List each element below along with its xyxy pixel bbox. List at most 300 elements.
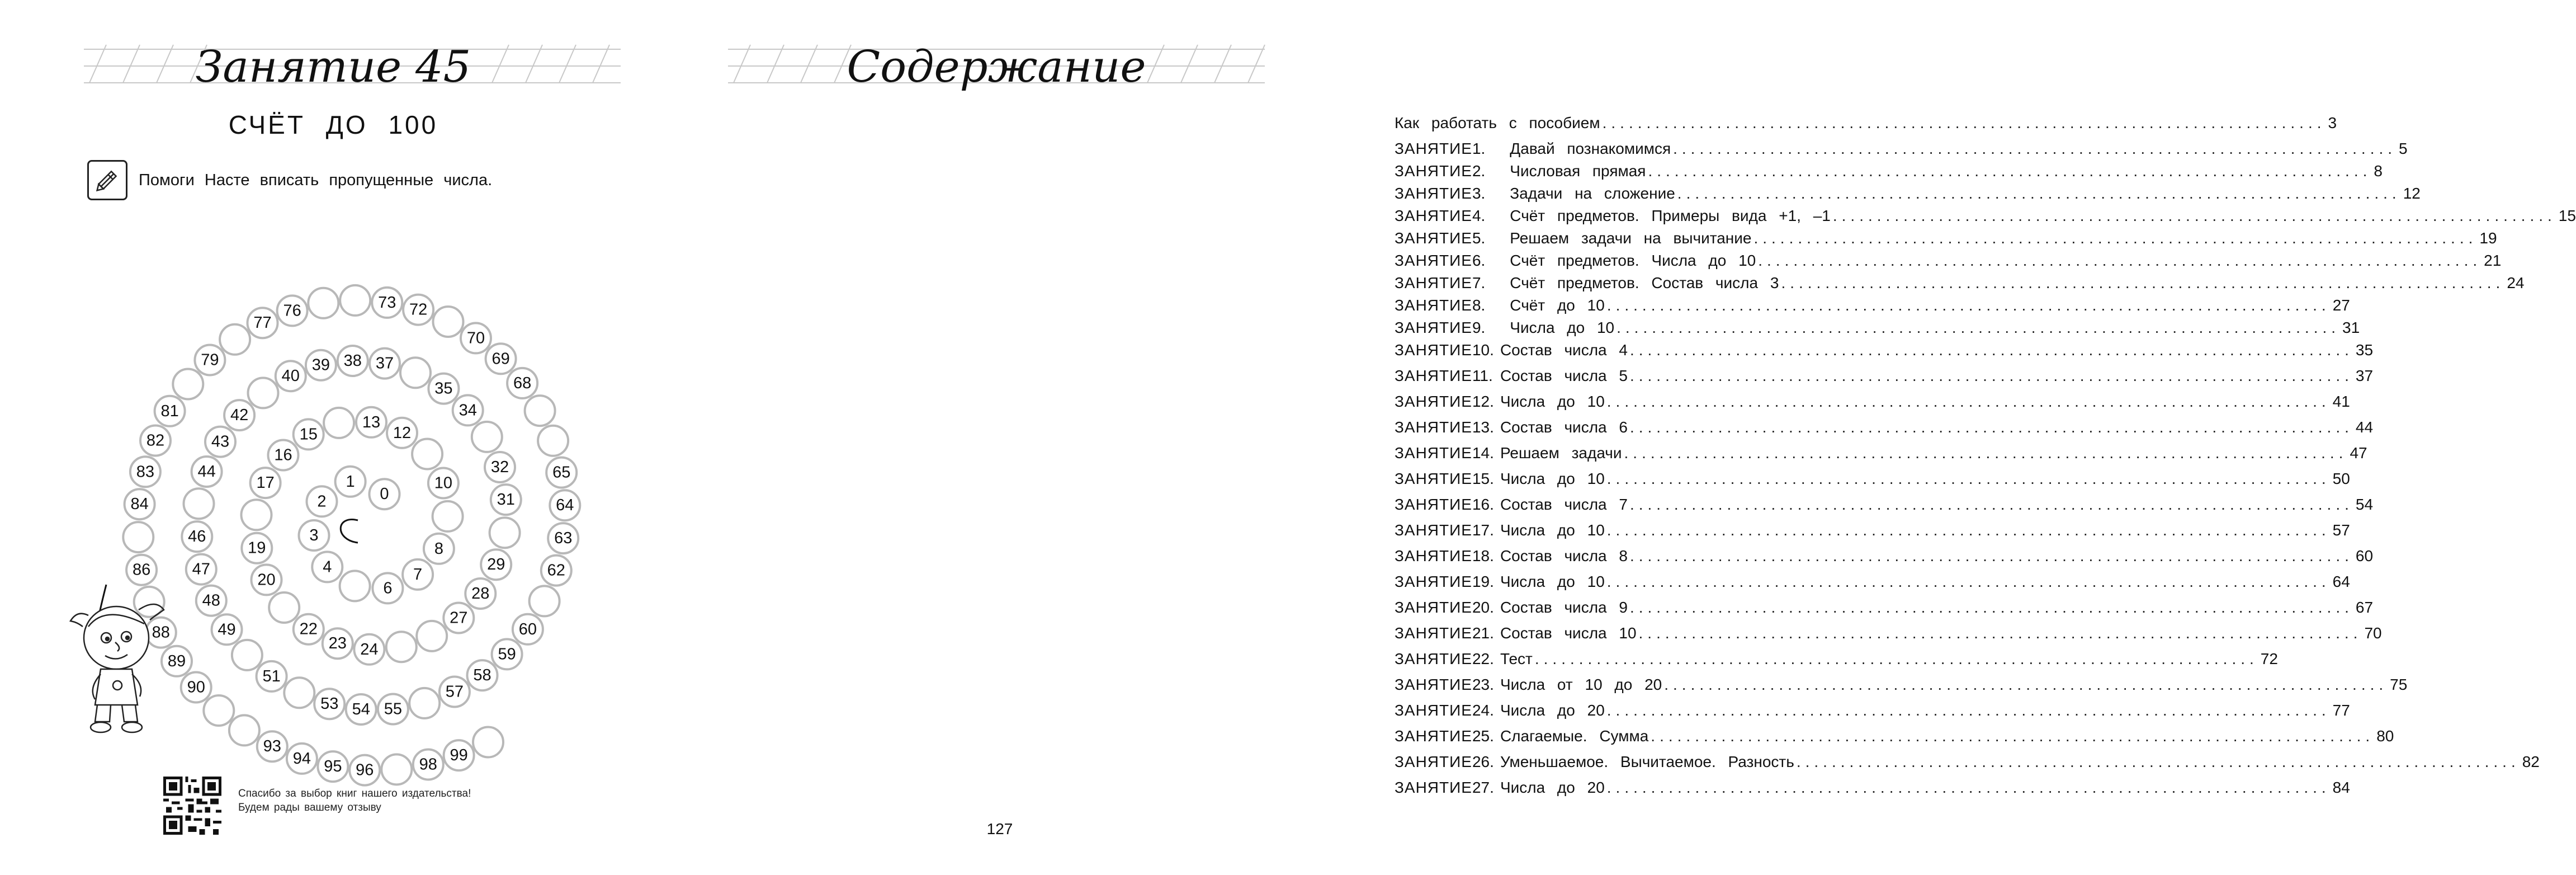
- bead-number: 4: [323, 558, 332, 576]
- bead-number: 2: [317, 492, 327, 511]
- bead-number: 59: [498, 645, 516, 664]
- number-bead: [541, 556, 571, 586]
- toc-lesson-number: 18.: [1472, 547, 1494, 564]
- number-bead: [276, 361, 306, 391]
- bead-number: 46: [188, 528, 206, 546]
- blank-bead[interactable]: [433, 307, 464, 337]
- task-text: Помоги Насте вписать пропущенные числа.: [139, 171, 493, 189]
- blank-bead[interactable]: [400, 357, 431, 388]
- toc-row[interactable]: [1395, 229, 2497, 252]
- toc-lesson-keyword: ЗАНЯТИЕ: [1395, 252, 1472, 269]
- blank-bead[interactable]: [173, 369, 203, 399]
- toc-row[interactable]: [1395, 753, 2540, 779]
- left-page: [0, 0, 667, 875]
- toc-lesson-number: 20.: [1472, 599, 1494, 616]
- bead-number: 29: [487, 556, 505, 574]
- bead-number: 6: [383, 579, 393, 598]
- toc-intro-row[interactable]: [1395, 114, 2337, 140]
- bead-number: 90: [187, 678, 205, 697]
- blank-bead[interactable]: [284, 678, 314, 708]
- blank-bead[interactable]: [490, 518, 520, 548]
- number-bead: [287, 744, 317, 774]
- toc-lesson-label: Состав числа 6: [1500, 418, 1628, 436]
- bead-number: 13: [362, 413, 381, 431]
- number-bead: [312, 552, 342, 582]
- number-bead: [224, 400, 254, 430]
- bead-number: 49: [218, 620, 236, 639]
- toc-row[interactable]: [1395, 367, 2374, 393]
- toc-leader: ..................................................................................: [1606, 297, 2331, 314]
- bead-number: 76: [283, 302, 301, 320]
- toc-lesson-number: 12.: [1472, 393, 1494, 410]
- toc-row[interactable]: [1395, 341, 2374, 367]
- number-bead: [257, 731, 287, 761]
- bead-number: 77: [253, 314, 272, 332]
- bead-number: 1: [346, 472, 355, 491]
- toc-lesson-page: 41: [2332, 393, 2350, 410]
- toc-row[interactable]: [1395, 470, 2350, 496]
- toc-leader: ..................................................................................: [1629, 599, 2353, 616]
- number-bead: [354, 634, 384, 665]
- toc-lesson-keyword: ЗАНЯТИЕ: [1395, 470, 1472, 487]
- blank-bead[interactable]: [538, 426, 568, 456]
- toc-lesson-page: 82: [2522, 753, 2540, 770]
- toc-lesson-keyword: ЗАНЯТИЕ: [1395, 650, 1472, 667]
- bead-number: 28: [471, 585, 490, 603]
- toc-lesson-number: 8.: [1472, 297, 1486, 314]
- number-bead: [378, 694, 408, 725]
- toc-lesson-page: 24: [2507, 274, 2525, 291]
- number-bead: [318, 751, 348, 782]
- toc-lesson-page: 57: [2332, 521, 2350, 539]
- bead-number: 48: [202, 591, 220, 610]
- bead-number: 43: [211, 432, 230, 451]
- toc-row[interactable]: [1395, 702, 2350, 727]
- toc-lesson-label: Числа до 10: [1500, 393, 1605, 410]
- toc-leader: ..................................................................................: [1648, 162, 2372, 180]
- toc-leader: ..................................................................................: [1673, 140, 2397, 157]
- number-bead: [428, 468, 459, 498]
- bead-number: 70: [466, 329, 485, 347]
- bead-number: 39: [311, 356, 330, 374]
- toc-row[interactable]: [1395, 521, 2350, 547]
- toc-leader: ..................................................................................: [1638, 624, 2362, 642]
- number-bead: [548, 523, 578, 553]
- bead-number: 17: [256, 474, 275, 492]
- toc-leader: ..................................................................................: [1629, 418, 2353, 436]
- bead-number: 34: [459, 401, 477, 420]
- number-bead: [349, 755, 380, 785]
- toc-lesson-label: Уменьшаемое. Вычитаемое. Разность: [1500, 753, 1794, 770]
- toc-lesson-page: 84: [2332, 779, 2350, 796]
- number-bead: [439, 677, 470, 707]
- bead-number: 98: [419, 755, 437, 774]
- toc-lesson-number: 14.: [1472, 444, 1494, 462]
- number-bead: [356, 407, 386, 438]
- toc-lesson-label: Решаем задачи на вычитание: [1510, 229, 1752, 247]
- bead-number: 64: [556, 496, 574, 515]
- bead-number: 54: [352, 700, 370, 718]
- bead-number: 19: [248, 539, 266, 557]
- toc-lesson-keyword: ЗАНЯТИЕ: [1395, 779, 1472, 796]
- number-bead: [186, 554, 216, 585]
- number-bead: [444, 740, 474, 770]
- blank-bead[interactable]: [229, 715, 259, 745]
- toc-row[interactable]: [1395, 727, 2394, 753]
- bead-number: 7: [413, 565, 423, 584]
- thanks-line-2: Будем рады вашему отзыву: [238, 802, 381, 813]
- bead-number: 10: [434, 474, 453, 492]
- toc-lesson-number: 13.: [1472, 418, 1494, 436]
- number-bead: [424, 534, 454, 564]
- toc-row[interactable]: [1395, 444, 2367, 470]
- toc-leader: ..................................................................................: [1606, 779, 2331, 796]
- bead-number: 68: [513, 374, 532, 392]
- blank-bead[interactable]: [232, 640, 262, 670]
- toc-lesson-keyword: ЗАНЯТИЕ: [1395, 521, 1472, 539]
- table-of-contents: [1395, 114, 2576, 805]
- bead-number: 3: [309, 526, 319, 544]
- toc-lesson-number: 10.: [1472, 341, 1494, 359]
- toc-lesson-label: Состав числа 5: [1500, 367, 1628, 384]
- spiral-start-arrow: [341, 520, 358, 543]
- toc-lesson-label: Числа до 10: [1500, 521, 1605, 539]
- toc-lesson-label: Слагаемые. Сумма: [1500, 727, 1649, 745]
- number-bead: [513, 614, 543, 645]
- bead-number: 96: [356, 761, 374, 779]
- toc-row[interactable]: [1395, 393, 2350, 418]
- toc-lesson-page: 8: [2374, 162, 2383, 180]
- bead-number: 15: [299, 425, 318, 444]
- toc-leader: ..................................................................................: [1758, 252, 2482, 269]
- toc-lesson-page: 35: [2355, 341, 2374, 359]
- bead-number: 82: [146, 431, 165, 450]
- blank-bead[interactable]: [184, 488, 214, 519]
- toc-lesson-keyword: ЗАНЯТИЕ: [1395, 444, 1472, 462]
- toc-leader: ..................................................................................: [1629, 341, 2353, 359]
- number-bead: [126, 555, 157, 585]
- blank-bead[interactable]: [417, 621, 447, 651]
- toc-lesson-label: Счёт предметов. Примеры вида +1, –1: [1510, 207, 1831, 224]
- bead-number: 44: [197, 463, 216, 481]
- bead-number: 62: [547, 561, 565, 580]
- bead-number: 20: [257, 571, 276, 589]
- bead-number: 40: [281, 367, 300, 385]
- toc-lesson-number: 15.: [1472, 470, 1494, 487]
- toc-lesson-label: Состав числа 4: [1500, 341, 1628, 359]
- toc-lesson-page: 67: [2355, 599, 2374, 616]
- bead-number: 99: [450, 746, 468, 765]
- blank-bead[interactable]: [269, 592, 299, 623]
- toc-lesson-page: 5: [2399, 140, 2408, 157]
- toc-row[interactable]: [1395, 418, 2374, 444]
- contents-title-header: [667, 0, 1333, 101]
- bead-number: 95: [324, 758, 342, 776]
- toc-row[interactable]: [1395, 140, 2408, 162]
- toc-lesson-keyword: ЗАНЯТИЕ: [1395, 185, 1472, 202]
- number-bead: [485, 452, 515, 482]
- blank-bead[interactable]: [412, 439, 442, 469]
- toc-row[interactable]: [1395, 185, 2421, 207]
- toc-leader: ..................................................................................: [1606, 393, 2331, 410]
- bead-number: 79: [201, 351, 219, 369]
- toc-leader: ..................................................................................: [1629, 547, 2353, 564]
- bead-number: 32: [490, 458, 509, 476]
- toc-lesson-page: 80: [2376, 727, 2394, 745]
- number-bead: [212, 614, 242, 645]
- toc-lesson-keyword: ЗАНЯТИЕ: [1395, 341, 1472, 359]
- bead-number: 81: [160, 402, 179, 420]
- page-number: 127: [986, 820, 1013, 838]
- toc-lesson-page: 47: [2350, 444, 2367, 462]
- toc-lesson-label: Счёт предметов. Состав числа 3: [1510, 274, 1779, 291]
- toc-lesson-page: 37: [2355, 367, 2374, 384]
- toc-lesson-page: 19: [2479, 229, 2497, 247]
- blank-bead[interactable]: [473, 727, 503, 758]
- toc-lesson-label: Числа до 20: [1500, 702, 1605, 719]
- blank-bead[interactable]: [386, 632, 417, 662]
- toc-row[interactable]: [1395, 297, 2350, 319]
- lesson-title-header: [0, 0, 667, 101]
- number-bead: [294, 614, 324, 645]
- toc-lesson-number: 24.: [1472, 702, 1494, 719]
- toc-lesson-label: Числа до 20: [1500, 779, 1605, 796]
- bead-number: 84: [130, 495, 149, 514]
- blank-bead[interactable]: [123, 522, 153, 552]
- toc-leader: ..................................................................................: [1606, 521, 2331, 539]
- bead-number: 31: [497, 491, 515, 509]
- toc-leader: ..................................................................................: [1753, 229, 2478, 247]
- toc-row[interactable]: [1395, 274, 2525, 297]
- toc-lesson-keyword: ЗАНЯТИЕ: [1395, 140, 1472, 157]
- toc-lesson-keyword: ЗАНЯТИЕ: [1395, 418, 1472, 436]
- toc-row[interactable]: [1395, 573, 2350, 599]
- toc-lesson-number: 11.: [1472, 367, 1493, 384]
- blank-bead[interactable]: [409, 688, 439, 718]
- toc-lesson-number: 5.: [1472, 229, 1486, 247]
- toc-lesson-keyword: ЗАНЯТИЕ: [1395, 297, 1472, 314]
- toc-leader: ..................................................................................: [1796, 753, 2520, 770]
- number-bead: [403, 295, 433, 325]
- blank-bead[interactable]: [525, 396, 555, 426]
- toc-lesson-keyword: ЗАНЯТИЕ: [1395, 573, 1472, 590]
- toc-leader: ..................................................................................: [1606, 573, 2331, 590]
- toc-leader: ..................................................................................: [1617, 319, 2341, 336]
- bead-number: 0: [380, 485, 389, 504]
- toc-row[interactable]: [1395, 650, 2278, 676]
- toc-lesson-label: Решаем задачи: [1500, 444, 1622, 462]
- toc-lesson-keyword: ЗАНЯТИЕ: [1395, 367, 1472, 384]
- number-bead: [192, 457, 222, 487]
- toc-lesson-label: Счёт до 10: [1510, 297, 1605, 314]
- girl-illustration: [66, 593, 178, 738]
- toc-lesson-page: 70: [2364, 624, 2382, 642]
- toc-leader: ..................................................................................: [1629, 496, 2353, 513]
- toc-lesson-label: Счёт предметов. Числа до 10: [1510, 252, 1756, 269]
- toc-row[interactable]: [1395, 162, 2383, 185]
- right-page: [667, 0, 2576, 875]
- toc-lesson-number: 3.: [1472, 185, 1486, 202]
- toc-intro-label: Как работать с пособием: [1395, 114, 1600, 131]
- number-bead: [428, 374, 459, 404]
- number-bead: [507, 368, 537, 398]
- number-bead: [299, 520, 329, 551]
- toc-leader: ..................................................................................: [1624, 444, 2348, 462]
- toc-leader: ..................................................................................: [1832, 207, 2556, 224]
- toc-row[interactable]: [1395, 207, 2576, 229]
- toc-lesson-number: 17.: [1472, 521, 1494, 539]
- toc-lesson-label: Состав числа 9: [1500, 599, 1628, 616]
- toc-lesson-number: 26.: [1472, 753, 1494, 770]
- number-bead: [453, 395, 483, 425]
- number-bead: [546, 458, 576, 488]
- bead-number: 72: [409, 300, 428, 319]
- blank-bead[interactable]: [340, 571, 370, 601]
- toc-lesson-keyword: ЗАНЯТИЕ: [1395, 702, 1472, 719]
- number-bead: [242, 533, 272, 563]
- blank-bead[interactable]: [381, 754, 412, 784]
- bead-number: 63: [554, 529, 573, 548]
- number-bead: [492, 639, 522, 669]
- bead-number: 51: [262, 667, 281, 685]
- bead-number: 8: [434, 539, 443, 558]
- toc-lesson-page: 31: [2342, 319, 2360, 336]
- toc-lesson-keyword: ЗАНЯТИЕ: [1395, 624, 1472, 642]
- number-bead: [372, 288, 402, 318]
- number-bead: [467, 660, 498, 690]
- bead-number: 83: [136, 463, 155, 481]
- toc-lesson-number: 7.: [1472, 274, 1486, 291]
- toc-lesson-keyword: ЗАНЯТИЕ: [1395, 162, 1472, 180]
- toc-lesson-page: 77: [2332, 702, 2350, 719]
- number-bead: [257, 661, 287, 691]
- number-bead: [314, 689, 344, 719]
- toc-lesson-label: Числа до 10: [1510, 319, 1615, 336]
- toc-lesson-page: 60: [2355, 547, 2374, 564]
- number-bead: [130, 457, 160, 487]
- toc-lesson-number: 23.: [1472, 676, 1494, 693]
- toc-lesson-number: 1.: [1472, 140, 1486, 157]
- blank-bead[interactable]: [220, 324, 250, 355]
- toc-lesson-page: 44: [2355, 418, 2374, 436]
- bead-number: 93: [263, 737, 281, 756]
- toc-lesson-label: Задачи на сложение: [1510, 185, 1675, 202]
- bead-number: 57: [445, 683, 464, 701]
- number-bead: [140, 426, 171, 456]
- bead-number: 86: [132, 561, 151, 579]
- number-bead: [182, 521, 212, 552]
- toc-row[interactable]: [1395, 676, 2408, 702]
- number-bead: [491, 484, 521, 515]
- toc-lesson-number: 4.: [1472, 207, 1486, 224]
- blank-bead[interactable]: [472, 422, 502, 452]
- bead-number: 37: [375, 354, 394, 373]
- bead-number: 55: [384, 700, 403, 718]
- page-subtitle: СЧЁТ ДО 100: [228, 110, 438, 139]
- bead-number: 23: [328, 634, 347, 653]
- toc-row[interactable]: [1395, 496, 2374, 521]
- number-bead: [306, 350, 336, 380]
- toc-lesson-label: Состав числа 8: [1500, 547, 1628, 564]
- toc-lesson-keyword: ЗАНЯТИЕ: [1395, 496, 1472, 513]
- blank-bead[interactable]: [324, 408, 354, 438]
- bead-number: 88: [152, 623, 170, 642]
- pencil-icon: [87, 160, 127, 200]
- number-bead: [370, 479, 400, 509]
- toc-lesson-page: 12: [2403, 185, 2421, 202]
- number-bead: [387, 418, 417, 448]
- toc-row[interactable]: [1395, 319, 2360, 341]
- toc-lesson-number: 19.: [1472, 573, 1494, 590]
- toc-lesson-page: 75: [2390, 676, 2408, 693]
- toc-row[interactable]: [1395, 779, 2350, 805]
- number-bead: [155, 396, 185, 426]
- lesson-title: Занятие 45: [195, 42, 471, 92]
- number-bead: [346, 694, 376, 725]
- bead-number: 12: [393, 424, 412, 442]
- toc-lesson-number: 21.: [1472, 624, 1494, 642]
- number-bead: [205, 427, 235, 457]
- toc-lesson-keyword: ЗАНЯТИЕ: [1395, 727, 1472, 745]
- number-bead: [403, 559, 433, 590]
- toc-lesson-keyword: ЗАНЯТИЕ: [1395, 753, 1472, 770]
- toc-lesson-label: Давай познакомимся: [1510, 140, 1671, 157]
- toc-row[interactable]: [1395, 252, 2502, 274]
- toc-intro-page: 3: [2328, 114, 2337, 131]
- number-bead: [465, 578, 495, 609]
- number-bead: [277, 295, 308, 326]
- toc-leader: ..................................................................................: [1602, 114, 2326, 131]
- blank-bead[interactable]: [242, 500, 272, 530]
- number-bead: [294, 419, 324, 449]
- toc-row[interactable]: [1395, 547, 2374, 573]
- toc-lesson-page: 54: [2355, 496, 2374, 513]
- blank-bead[interactable]: [204, 695, 234, 726]
- blank-bead[interactable]: [530, 586, 560, 616]
- bead-number: 27: [450, 609, 468, 627]
- toc-lesson-number: 9.: [1472, 319, 1486, 336]
- number-bead: [372, 573, 403, 603]
- number-bead: [252, 564, 282, 595]
- blank-bead[interactable]: [433, 501, 463, 531]
- bead-number: 47: [192, 560, 210, 578]
- blank-bead[interactable]: [340, 285, 370, 316]
- bead-number: 58: [473, 666, 491, 685]
- bead-number: 22: [299, 620, 318, 638]
- toc-lesson-label: Числовая прямая: [1510, 162, 1646, 180]
- blank-bead[interactable]: [308, 288, 338, 318]
- number-bead: [481, 549, 511, 580]
- number-bead: [195, 345, 225, 375]
- toc-leader: ..................................................................................: [1629, 367, 2353, 384]
- bead-number: 65: [552, 463, 571, 482]
- bead-number: 89: [167, 652, 186, 670]
- blank-bead[interactable]: [248, 378, 278, 408]
- number-bead: [125, 489, 155, 519]
- toc-lesson-label: Числа от 10 до 20: [1500, 676, 1662, 693]
- toc-lesson-keyword: ЗАНЯТИЕ: [1395, 547, 1472, 564]
- bead-number: 69: [491, 350, 510, 368]
- number-bead: [335, 467, 366, 497]
- toc-lesson-keyword: ЗАНЯТИЕ: [1395, 274, 1472, 291]
- toc-row[interactable]: [1395, 599, 2374, 624]
- toc-leader: ..................................................................................: [1677, 185, 2401, 202]
- toc-row[interactable]: [1395, 624, 2382, 650]
- bead-number: 53: [320, 695, 339, 713]
- toc-lesson-keyword: ЗАНЯТИЕ: [1395, 393, 1472, 410]
- toc-lesson-number: 6.: [1472, 252, 1486, 269]
- toc-leader: ..................................................................................: [1534, 650, 2258, 667]
